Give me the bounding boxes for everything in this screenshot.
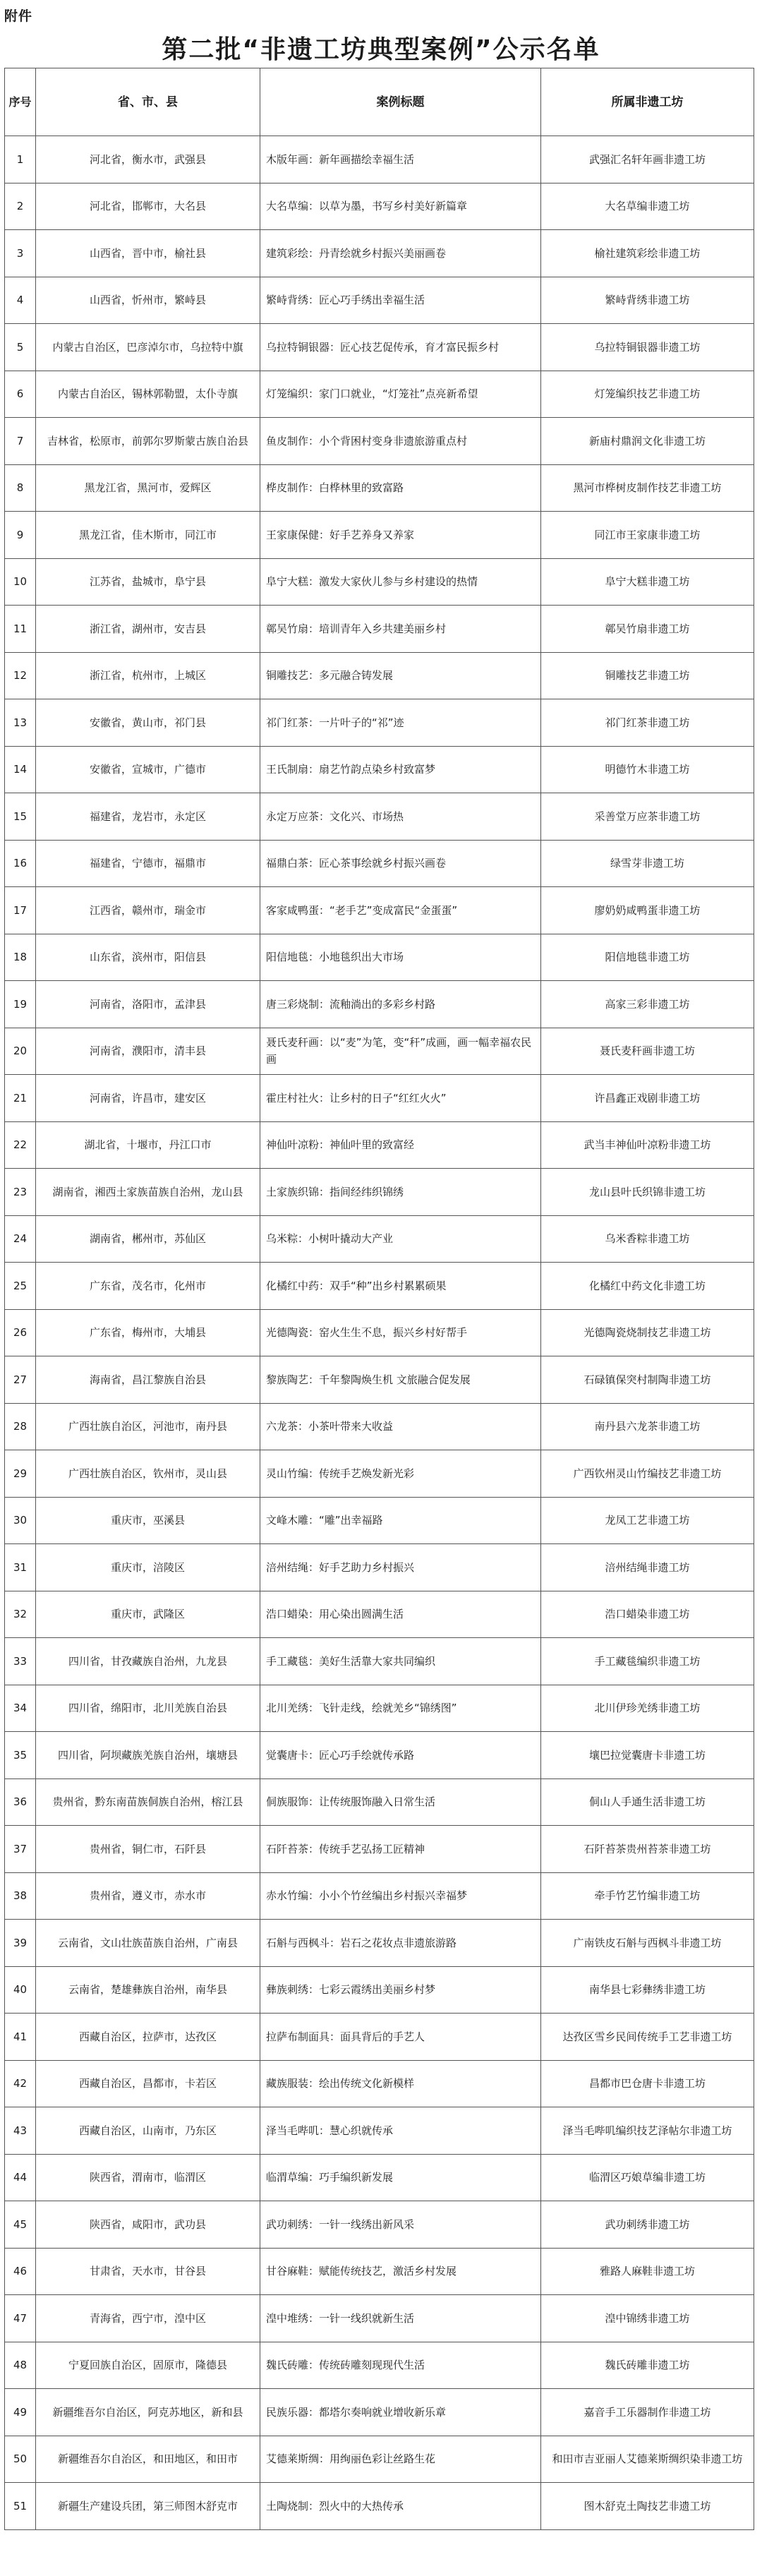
row-case-title: 祁门红茶：一片叶子的“祁”迹: [260, 699, 541, 747]
row-workshop: 广南铁皮石斛与西枫斗非遗工坊: [541, 1920, 754, 1967]
row-serial-number: 23: [5, 1169, 36, 1216]
document-title: 第二批“非遗工坊典型案例”公示名单: [162, 35, 600, 64]
row-workshop: 光德陶瓷烧制技艺非遗工坊: [541, 1309, 754, 1356]
row-region: 浙江省，湖州市，安吉县: [36, 606, 260, 653]
table-header-row: [5, 68, 754, 136]
row-workshop: 许昌鑫正戏剧非遗工坊: [541, 1075, 754, 1122]
row-case-title: 六龙茶：小茶叶带来大收益: [260, 1403, 541, 1450]
row-region: 湖南省，湘西土家族苗族自治州，龙山县: [36, 1169, 260, 1216]
row-serial-number: 37: [5, 1826, 36, 1873]
row-workshop: 龙凤工艺非遗工坊: [541, 1497, 754, 1544]
row-workshop: 南华县七彩彝绣非遗工坊: [541, 1966, 754, 2014]
row-region: 安徽省，黄山市，祁门县: [36, 699, 260, 747]
row-workshop: 化橘红中药文化非遗工坊: [541, 1263, 754, 1310]
header-region: 省、市、县: [36, 68, 260, 136]
row-serial-number: 51: [5, 2483, 36, 2530]
row-workshop: 湟中锦绣非遗工坊: [541, 2295, 754, 2342]
row-case-title: 拉萨布制面具：面具背后的手艺人: [260, 2014, 541, 2061]
table-row: [5, 230, 754, 277]
row-serial-number: 30: [5, 1497, 36, 1544]
table-row: [5, 1778, 754, 1826]
table-row: [5, 2436, 754, 2483]
row-region: 甘肃省，天水市，甘谷县: [36, 2248, 260, 2295]
table-row: [5, 1638, 754, 1685]
row-case-title: 阜宁大糕：激发大家伙儿参与乡村建设的热情: [260, 558, 541, 606]
row-serial-number: 48: [5, 2342, 36, 2389]
row-case-title: 光德陶瓷：窑火生生不息，振兴乡村好帮手: [260, 1309, 541, 1356]
table-row: [5, 1403, 754, 1450]
row-serial-number: 36: [5, 1778, 36, 1826]
row-region: 贵州省，铜仁市，石阡县: [36, 1826, 260, 1873]
row-region: 河南省，濮阳市，清丰县: [36, 1028, 260, 1075]
row-workshop: 武功刺绣非遗工坊: [541, 2201, 754, 2249]
table-row: [5, 1075, 754, 1122]
row-region: 重庆市，武隆区: [36, 1591, 260, 1638]
table-row: [5, 793, 754, 841]
row-case-title: 艾德莱斯绸：用绚丽色彩让丝路生花: [260, 2436, 541, 2483]
row-region: 黑龙江省，佳木斯市，同江市: [36, 512, 260, 559]
row-region: 宁夏回族自治区，固原市，隆德县: [36, 2342, 260, 2389]
row-case-title: 永定万应茶：文化兴、市场热: [260, 793, 541, 841]
table-row: [5, 183, 754, 230]
table-row: [5, 887, 754, 934]
header-workshop: 所属非遗工坊: [541, 68, 754, 136]
row-case-title: 唐三彩烧制：流釉淌出的多彩乡村路: [260, 981, 541, 1028]
row-workshop: 繁峙背绣非遗工坊: [541, 277, 754, 324]
row-case-title: 石斛与西枫斗：岩石之花妆点非遗旅游路: [260, 1920, 541, 1967]
row-serial-number: 18: [5, 934, 36, 981]
row-serial-number: 26: [5, 1309, 36, 1356]
row-workshop: 昌都市巴仓唐卡非遗工坊: [541, 2060, 754, 2107]
row-serial-number: 42: [5, 2060, 36, 2107]
row-serial-number: 16: [5, 840, 36, 887]
row-region: 湖南省，郴州市，苏仙区: [36, 1215, 260, 1263]
table-row: [5, 606, 754, 653]
row-serial-number: 5: [5, 324, 36, 371]
table-row: [5, 1121, 754, 1169]
row-workshop: 图木舒克土陶技艺非遗工坊: [541, 2483, 754, 2530]
table-row: [5, 1826, 754, 1873]
row-serial-number: 14: [5, 746, 36, 793]
row-serial-number: 4: [5, 277, 36, 324]
row-region: 新疆维吾尔自治区，阿克苏地区，新和县: [36, 2389, 260, 2436]
row-workshop: 临渭区巧娘草编非遗工坊: [541, 2154, 754, 2201]
row-case-title: 临渭草编：巧手编织新发展: [260, 2154, 541, 2201]
row-case-title: 浩口蜡染：用心染出圆满生活: [260, 1591, 541, 1638]
table-row: [5, 558, 754, 606]
row-workshop: 阜宁大糕非遗工坊: [541, 558, 754, 606]
row-region: 吉林省，松原市，前郭尔罗斯蒙古族自治县: [36, 418, 260, 465]
row-region: 西藏自治区，拉萨市，达孜区: [36, 2014, 260, 2061]
table-row: [5, 1028, 754, 1075]
header-case-title: 案例标题: [260, 68, 541, 136]
row-workshop: 铜雕技艺非遗工坊: [541, 652, 754, 699]
table-row: [5, 2248, 754, 2295]
row-serial-number: 47: [5, 2295, 36, 2342]
row-workshop: 达孜区雪乡民间传统手工艺非遗工坊: [541, 2014, 754, 2061]
table-row: [5, 2389, 754, 2436]
table-row: [5, 1263, 754, 1310]
row-case-title: 木版年画：新年画描绘幸福生活: [260, 136, 541, 183]
row-region: 重庆市，涪陵区: [36, 1544, 260, 1591]
row-workshop: 明德竹木非遗工坊: [541, 746, 754, 793]
row-region: 新疆维吾尔自治区，和田地区，和田市: [36, 2436, 260, 2483]
row-case-title: 神仙叶凉粉：神仙叶里的致富经: [260, 1121, 541, 1169]
row-workshop: 广西钦州灵山竹编技艺非遗工坊: [541, 1450, 754, 1498]
row-case-title: 文峰木雕：“雕”出幸福路: [260, 1497, 541, 1544]
row-region: 山东省，滨州市，阳信县: [36, 934, 260, 981]
row-case-title: 聂氏麦秆画：以“麦”为笔，变“秆”成画，画一幅幸福农民画: [260, 1028, 541, 1075]
row-serial-number: 3: [5, 230, 36, 277]
row-region: 云南省，文山壮族苗族自治州，广南县: [36, 1920, 260, 1967]
table-row: [5, 1685, 754, 1732]
row-region: 贵州省，黔东南苗族侗族自治州，榕江县: [36, 1778, 260, 1826]
row-workshop: 祁门红茶非遗工坊: [541, 699, 754, 747]
row-case-title: 藏族服装：绘出传统文化新模样: [260, 2060, 541, 2107]
row-case-title: 铜雕技艺：多元融合铸发展: [260, 652, 541, 699]
table-row: [5, 2060, 754, 2107]
row-workshop: 南丹县六龙茶非遗工坊: [541, 1403, 754, 1450]
row-serial-number: 38: [5, 1872, 36, 1920]
row-serial-number: 28: [5, 1403, 36, 1450]
row-workshop: 绿雪芽非遗工坊: [541, 840, 754, 887]
row-case-title: 武功刺绣：一针一线绣出新风采: [260, 2201, 541, 2249]
row-workshop: 侗山人手通生活非遗工坊: [541, 1778, 754, 1826]
table-row: [5, 934, 754, 981]
table-row: [5, 464, 754, 512]
table-row: [5, 1732, 754, 1779]
row-workshop: 新庙村鼎润文化非遗工坊: [541, 418, 754, 465]
table-row: [5, 324, 754, 371]
row-workshop: 泽当毛哔叽编织技艺泽帖尔非遗工坊: [541, 2107, 754, 2155]
row-case-title: 灯笼编织：家门口就业，“灯笼社”点亮新希望: [260, 371, 541, 418]
row-region: 西藏自治区，昌都市，卡若区: [36, 2060, 260, 2107]
row-region: 重庆市，巫溪县: [36, 1497, 260, 1544]
row-workshop: 武当丰神仙叶凉粉非遗工坊: [541, 1121, 754, 1169]
row-region: 黑龙江省，黑河市，爱辉区: [36, 464, 260, 512]
table-row: [5, 2295, 754, 2342]
row-workshop: 魏氏砖雕非遗工坊: [541, 2342, 754, 2389]
row-region: 河北省，衡水市，武强县: [36, 136, 260, 183]
row-serial-number: 46: [5, 2248, 36, 2295]
table-row: [5, 2342, 754, 2389]
row-case-title: 甘谷麻鞋：赋能传统技艺，激活乡村发展: [260, 2248, 541, 2295]
row-region: 广东省，茂名市，化州市: [36, 1263, 260, 1310]
row-serial-number: 41: [5, 2014, 36, 2061]
row-case-title: 土家族织锦：指间经纬织锦绣: [260, 1169, 541, 1216]
row-serial-number: 13: [5, 699, 36, 747]
table-row: [5, 1356, 754, 1404]
row-workshop: 浩口蜡染非遗工坊: [541, 1591, 754, 1638]
row-serial-number: 34: [5, 1685, 36, 1732]
row-serial-number: 45: [5, 2201, 36, 2249]
row-workshop: 高家三彩非遗工坊: [541, 981, 754, 1028]
attachment-label: 附件: [4, 8, 33, 24]
row-region: 安徽省，宣城市，广德市: [36, 746, 260, 793]
row-workshop: 廖奶奶咸鸭蛋非遗工坊: [541, 887, 754, 934]
row-region: 山西省，忻州市，繁峙县: [36, 277, 260, 324]
row-region: 河南省，许昌市，建安区: [36, 1075, 260, 1122]
row-serial-number: 8: [5, 464, 36, 512]
row-region: 福建省，宁德市，福鼎市: [36, 840, 260, 887]
row-case-title: 建筑彩绘：丹青绘就乡村振兴美丽画卷: [260, 230, 541, 277]
row-serial-number: 19: [5, 981, 36, 1028]
row-region: 广东省，梅州市，大埔县: [36, 1309, 260, 1356]
row-case-title: 赤水竹编：小小个竹丝编出乡村振兴幸福梦: [260, 1872, 541, 1920]
row-serial-number: 17: [5, 887, 36, 934]
row-serial-number: 39: [5, 1920, 36, 1967]
table-row: [5, 418, 754, 465]
row-case-title: 北川羌绣：飞针走线，绘就羌乡“锦绣图”: [260, 1685, 541, 1732]
row-workshop: 采善堂万应茶非遗工坊: [541, 793, 754, 841]
row-serial-number: 9: [5, 512, 36, 559]
row-case-title: 大名草编：以草为墨，书写乡村美好新篇章: [260, 183, 541, 230]
row-case-title: 桦皮制作：白桦林里的致富路: [260, 464, 541, 512]
row-workshop: 鄣吴竹扇非遗工坊: [541, 606, 754, 653]
row-case-title: 灵山竹编：传统手艺焕发新光彩: [260, 1450, 541, 1498]
table-row: [5, 1497, 754, 1544]
table-row: [5, 746, 754, 793]
table-row: [5, 1450, 754, 1498]
table-row: [5, 2014, 754, 2061]
row-case-title: 涪州结绳：好手艺助力乡村振兴: [260, 1544, 541, 1591]
table-row: [5, 277, 754, 324]
row-case-title: 鄣吴竹扇：培训青年入乡共建美丽乡村: [260, 606, 541, 653]
table-row: [5, 2107, 754, 2155]
row-region: 四川省，绵阳市，北川羌族自治县: [36, 1685, 260, 1732]
table-row: [5, 2483, 754, 2530]
row-serial-number: 35: [5, 1732, 36, 1779]
row-region: 海南省，昌江黎族自治县: [36, 1356, 260, 1404]
table-row: [5, 699, 754, 747]
row-case-title: 黎族陶艺：千年黎陶焕生机 文旅融合促发展: [260, 1356, 541, 1404]
row-case-title: 觉囊唐卡：匠心巧手绘就传承路: [260, 1732, 541, 1779]
row-serial-number: 32: [5, 1591, 36, 1638]
row-case-title: 民族乐器：都塔尔奏响就业增收新乐章: [260, 2389, 541, 2436]
row-region: 内蒙古自治区，锡林郭勒盟，太仆寺旗: [36, 371, 260, 418]
row-region: 河南省，洛阳市，孟津县: [36, 981, 260, 1028]
row-workshop: 石阡苔茶贵州苔茶非遗工坊: [541, 1826, 754, 1873]
row-serial-number: 29: [5, 1450, 36, 1498]
row-case-title: 化橘红中药：双手“种”出乡村累累硕果: [260, 1263, 541, 1310]
table-row: [5, 1544, 754, 1591]
table-row: [5, 840, 754, 887]
row-serial-number: 25: [5, 1263, 36, 1310]
row-region: 云南省，楚雄彝族自治州，南华县: [36, 1966, 260, 2014]
table-row: [5, 2201, 754, 2249]
row-workshop: 壤巴拉觉囊唐卡非遗工坊: [541, 1732, 754, 1779]
row-region: 山西省，晋中市，榆社县: [36, 230, 260, 277]
table-row: [5, 136, 754, 183]
table-row: [5, 652, 754, 699]
row-workshop: 同江市王家康非遗工坊: [541, 512, 754, 559]
row-region: 陕西省，渭南市，临渭区: [36, 2154, 260, 2201]
row-region: 江苏省，盐城市，阜宁县: [36, 558, 260, 606]
row-workshop: 手工藏毯编织非遗工坊: [541, 1638, 754, 1685]
row-serial-number: 49: [5, 2389, 36, 2436]
row-serial-number: 22: [5, 1121, 36, 1169]
row-serial-number: 1: [5, 136, 36, 183]
row-case-title: 彝族刺绣：七彩云霞绣出美丽乡村梦: [260, 1966, 541, 2014]
row-case-title: 魏氏砖雕：传统砖雕刻现现代生活: [260, 2342, 541, 2389]
row-serial-number: 12: [5, 652, 36, 699]
row-workshop: 雅路人麻鞋非遗工坊: [541, 2248, 754, 2295]
row-workshop: 武强汇名轩年画非遗工坊: [541, 136, 754, 183]
table-row: [5, 1169, 754, 1216]
row-region: 贵州省，遵义市，赤水市: [36, 1872, 260, 1920]
row-workshop: 涪州结绳非遗工坊: [541, 1544, 754, 1591]
row-case-title: 土陶烧制：烈火中的大热传承: [260, 2483, 541, 2530]
row-region: 陕西省，咸阳市，武功县: [36, 2201, 260, 2249]
header-serial-number: 序号: [5, 68, 36, 136]
row-case-title: 乌拉特铜银器：匠心技艺促传承，育才富民振乡村: [260, 324, 541, 371]
row-case-title: 霍庄村社火：让乡村的日子“红红火火”: [260, 1075, 541, 1122]
case-list-table: [4, 68, 754, 2530]
row-case-title: 手工藏毯：美好生活靠大家共同编织: [260, 1638, 541, 1685]
row-case-title: 王家康保健：好手艺养身又养家: [260, 512, 541, 559]
row-region: 广西壮族自治区，钦州市，灵山县: [36, 1450, 260, 1498]
row-workshop: 乌米香粽非遗工坊: [541, 1215, 754, 1263]
row-case-title: 乌米粽：小树叶撬动大产业: [260, 1215, 541, 1263]
row-serial-number: 21: [5, 1075, 36, 1122]
row-region: 湖北省，十堰市，丹江口市: [36, 1121, 260, 1169]
row-case-title: 湟中堆绣：一针一线织就新生活: [260, 2295, 541, 2342]
row-workshop: 乌拉特铜银器非遗工坊: [541, 324, 754, 371]
row-region: 四川省，甘孜藏族自治州，九龙县: [36, 1638, 260, 1685]
row-case-title: 石阡苔茶：传统手艺弘扬工匠精神: [260, 1826, 541, 1873]
row-case-title: 王氏制扇：扇艺竹韵点染乡村致富梦: [260, 746, 541, 793]
row-serial-number: 7: [5, 418, 36, 465]
row-serial-number: 15: [5, 793, 36, 841]
row-serial-number: 11: [5, 606, 36, 653]
row-serial-number: 20: [5, 1028, 36, 1075]
row-case-title: 侗族服饰：让传统服饰融入日常生活: [260, 1778, 541, 1826]
row-region: 新疆生产建设兵团，第三师图木舒克市: [36, 2483, 260, 2530]
row-workshop: 聂氏麦秆画非遗工坊: [541, 1028, 754, 1075]
row-case-title: 阳信地毯：小地毯织出大市场: [260, 934, 541, 981]
table-row: [5, 512, 754, 559]
row-workshop: 龙山县叶氏织锦非遗工坊: [541, 1169, 754, 1216]
table-row: [5, 1966, 754, 2014]
row-serial-number: 43: [5, 2107, 36, 2155]
row-region: 西藏自治区，山南市，乃东区: [36, 2107, 260, 2155]
row-workshop: 榆社建筑彩绘非遗工坊: [541, 230, 754, 277]
row-region: 浙江省，杭州市，上城区: [36, 652, 260, 699]
row-workshop: 灯笼编织技艺非遗工坊: [541, 371, 754, 418]
row-serial-number: 2: [5, 183, 36, 230]
row-workshop: 黑河市桦树皮制作技艺非遗工坊: [541, 464, 754, 512]
row-workshop: 牵手竹艺竹编非遗工坊: [541, 1872, 754, 1920]
table-row: [5, 981, 754, 1028]
row-case-title: 福鼎白茶：匠心茶事绘就乡村振兴画卷: [260, 840, 541, 887]
table-row: [5, 2154, 754, 2201]
table-row: [5, 1591, 754, 1638]
row-serial-number: 50: [5, 2436, 36, 2483]
row-region: 江西省，赣州市，瑞金市: [36, 887, 260, 934]
row-workshop: 和田市吉亚丽人艾德莱斯绸织染非遗工坊: [541, 2436, 754, 2483]
row-case-title: 繁峙背绣：匠心巧手绣出幸福生活: [260, 277, 541, 324]
table-row: [5, 1309, 754, 1356]
row-serial-number: 27: [5, 1356, 36, 1404]
row-workshop: 石碌镇保突村制陶非遗工坊: [541, 1356, 754, 1404]
row-workshop: 北川伊珍羌绣非遗工坊: [541, 1685, 754, 1732]
row-workshop: 阳信地毯非遗工坊: [541, 934, 754, 981]
row-region: 广西壮族自治区，河池市，南丹县: [36, 1403, 260, 1450]
row-region: 福建省，龙岩市，永定区: [36, 793, 260, 841]
row-serial-number: 33: [5, 1638, 36, 1685]
row-serial-number: 40: [5, 1966, 36, 2014]
row-region: 青海省，西宁市，湟中区: [36, 2295, 260, 2342]
row-serial-number: 24: [5, 1215, 36, 1263]
row-serial-number: 44: [5, 2154, 36, 2201]
row-region: 河北省，邯郸市，大名县: [36, 183, 260, 230]
table-row: [5, 1920, 754, 1967]
table-row: [5, 1215, 754, 1263]
row-case-title: 泽当毛哔叽：慧心织就传承: [260, 2107, 541, 2155]
row-serial-number: 10: [5, 558, 36, 606]
row-region: 内蒙古自治区，巴彦淖尔市，乌拉特中旗: [36, 324, 260, 371]
row-case-title: 客家咸鸭蛋：“老手艺”变成富民“金蛋蛋”: [260, 887, 541, 934]
row-workshop: 大名草编非遗工坊: [541, 183, 754, 230]
row-serial-number: 31: [5, 1544, 36, 1591]
row-region: 四川省，阿坝藏族羌族自治州，壤塘县: [36, 1732, 260, 1779]
row-case-title: 鱼皮制作：小个背困村变身非遗旅游重点村: [260, 418, 541, 465]
table-row: [5, 371, 754, 418]
row-workshop: 嘉音手工乐器制作非遗工坊: [541, 2389, 754, 2436]
table-row: [5, 1872, 754, 1920]
row-serial-number: 6: [5, 371, 36, 418]
